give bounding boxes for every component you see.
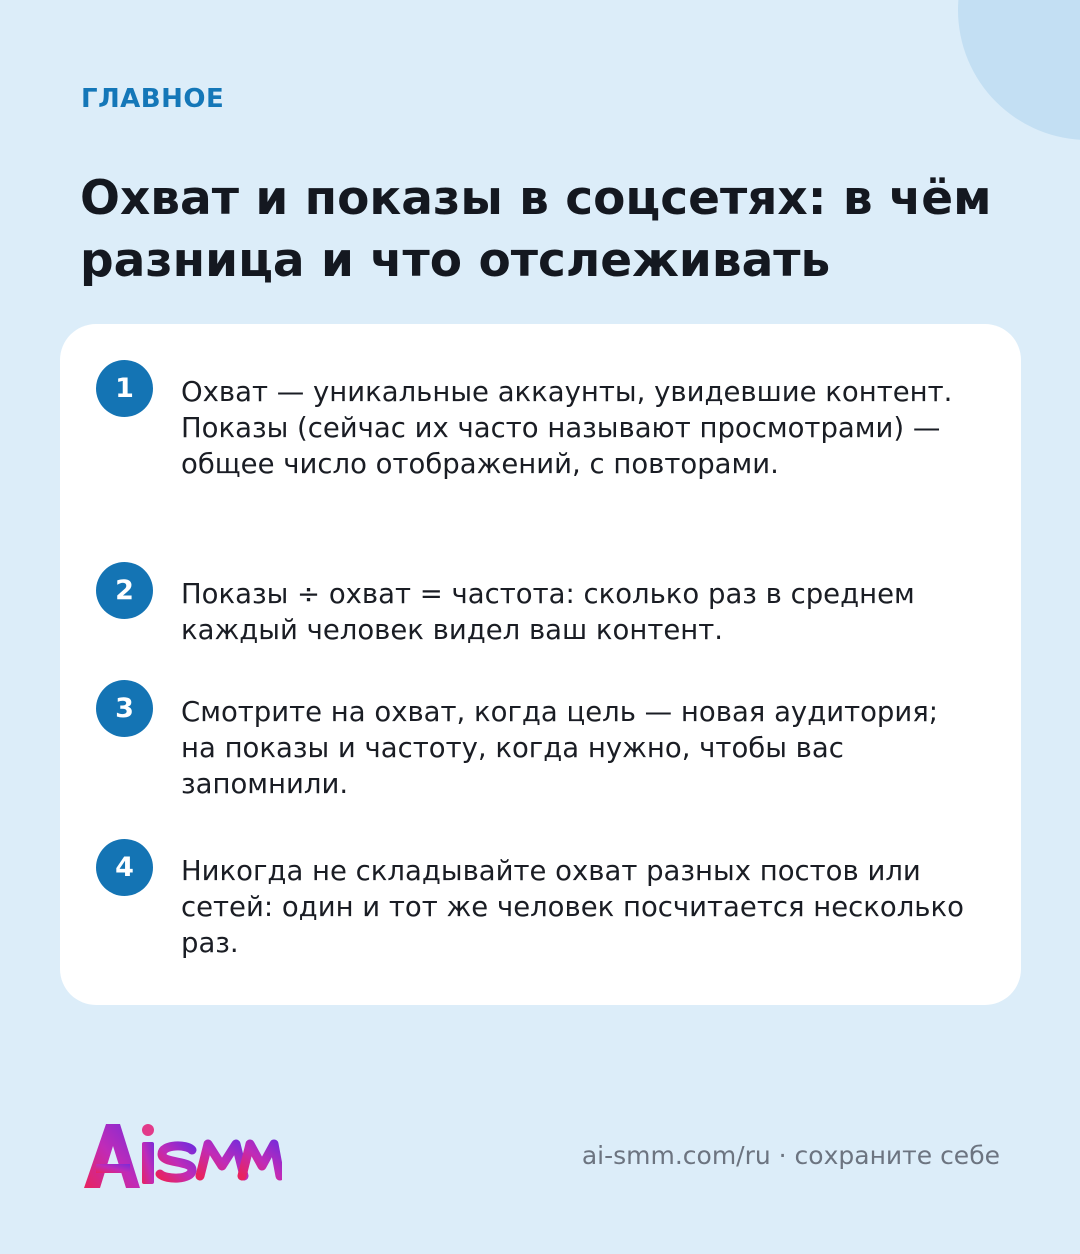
number-badge: 3 <box>96 680 153 737</box>
item-text: Смотрите на охват, когда цель — новая аудитория; на показы и частоту, когда нужно, чтобы вас запомнили. <box>181 696 939 800</box>
number-badge: 4 <box>96 839 153 896</box>
item-text: Охват — уникальные аккаунты, увидевшие контент. Показы (сейчас их часто называют просмотрами) — общее число отображений, с повторами. <box>181 376 953 480</box>
decorative-circle <box>958 0 1080 140</box>
footer-caption: ai-smm.com/ru · сохраните себе <box>581 1141 1000 1170</box>
section-kicker: ГЛАВНОЕ <box>81 84 225 114</box>
number-badge: 1 <box>96 360 153 417</box>
aismm-logo <box>82 1118 282 1192</box>
item-text: Показы ÷ охват = частота: сколько раз в среднем каждый человек видел ваш контент. <box>181 578 915 646</box>
points-card <box>60 324 1021 1005</box>
number-badge: 2 <box>96 562 153 619</box>
item-text: Никогда не складывайте охват разных постов или сетей: один и тот же человек посчитается несколько раз. <box>181 855 964 959</box>
page-title: Охват и показы в соцсетях: в чём разница и что отслеживать <box>80 171 992 288</box>
